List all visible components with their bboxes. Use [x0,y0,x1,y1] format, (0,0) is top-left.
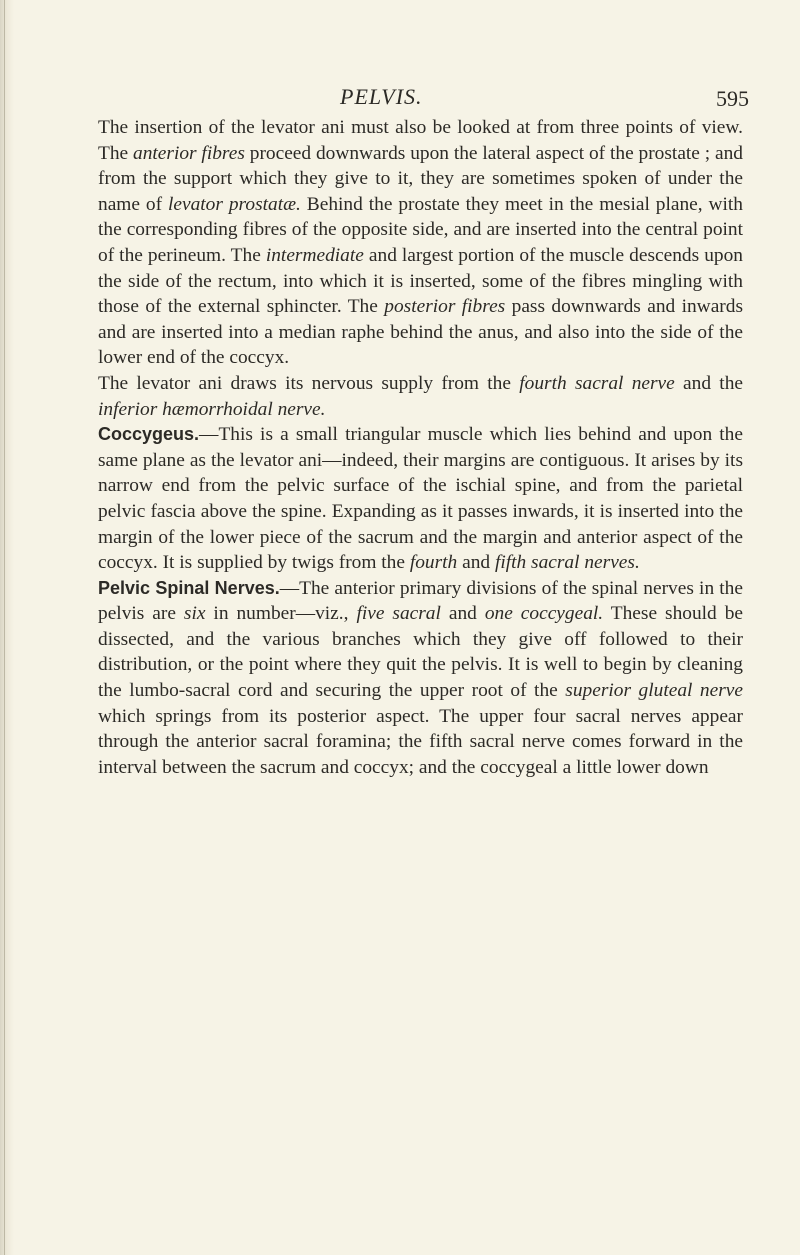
italic-term: intermediate [265,244,364,266]
text-run: —This is a small triangular muscle which lies behind and upon the same plane as the levator ani—indeed, their margins are contiguous. It arises by its narrow end from the pelvic surface of the ischial spine, and from the parietal pelvic fascia above the spine. Expanding as it passes inwards, it is inserted into the margin of the lower piece of the sacrum and the margin and anterior aspect of the coccyx. It is supplied by twigs from the [98,424,743,574]
text-run: which springs from its posterior aspect. The upper four sacral nerves appear through the anterior sacral foramina; the fifth sacral nerve comes forward in the interval between the sacrum and coccyx; and the coccygeal a little lower down [98,705,743,778]
paragraph [98,422,743,576]
text-run: The insertion of the levator ani must also be looked at from three points of view. The [98,117,743,164]
text-run: and [440,603,485,625]
text-run: in number—viz., [205,603,357,625]
text-run: The levator ani draws its nervous supply from the [98,372,520,394]
text-run: and largest portion of the muscle descends upon the side of the rectum, into which it is inserted, some of the fibres mingling with those of the external sphincter. The [98,244,743,318]
italic-term: one coccygeal. [484,603,604,625]
paragraph [98,371,743,422]
text-run: and [457,552,495,574]
paragraph [98,115,743,371]
paragraph [98,576,743,781]
text-run: Behind the prostate they meet in the mesial plane, with the corresponding fibres of the opposite side, and are inserted into the central point of the perineum. The [98,193,743,266]
page-number: 595 [716,86,749,111]
italic-term: anterior fibres [133,142,245,164]
section-heading: Pelvic Spinal Nerves. [98,577,280,598]
text-run: proceed downwards upon the lateral aspect of the prostate ; and from the support which they give to it, they are sometimes spoken of under the name of [98,142,744,215]
italic-term: inferior hæmorrhoidal nerve. [98,398,326,420]
italic-term: five sacral [356,603,441,625]
body-text [98,115,743,780]
italic-term: fifth sacral nerves. [494,552,640,574]
text-run: These should be dissected, and the various branches which they give off followed to their distribution, or the point where they quit the pelvis. It is well to begin by cleaning the lumbo-sacral cord and securing the upper root of the [98,603,744,702]
section-heading: Coccygeus. [98,424,200,445]
text-run: pass downwards and inwards and are inserted into a median raphe behind the anus, and also into the side of the lower end of the coccyx. [98,296,743,369]
italic-term: fourth sacral nerve [519,372,675,394]
page-binding-line [4,0,5,1255]
running-title: PELVIS. [340,84,423,109]
italic-term: six [183,603,206,625]
italic-term: superior gluteal nerve [565,680,743,702]
italic-term: fourth [409,552,458,574]
text-run: —The anterior primary divisions of the spinal nerves in the pelvis are [98,577,743,625]
page-binding-edge [0,0,14,1255]
text-run: and the [674,372,744,394]
italic-term: posterior fibres [384,296,506,318]
italic-term: levator prostatæ. [168,193,301,215]
